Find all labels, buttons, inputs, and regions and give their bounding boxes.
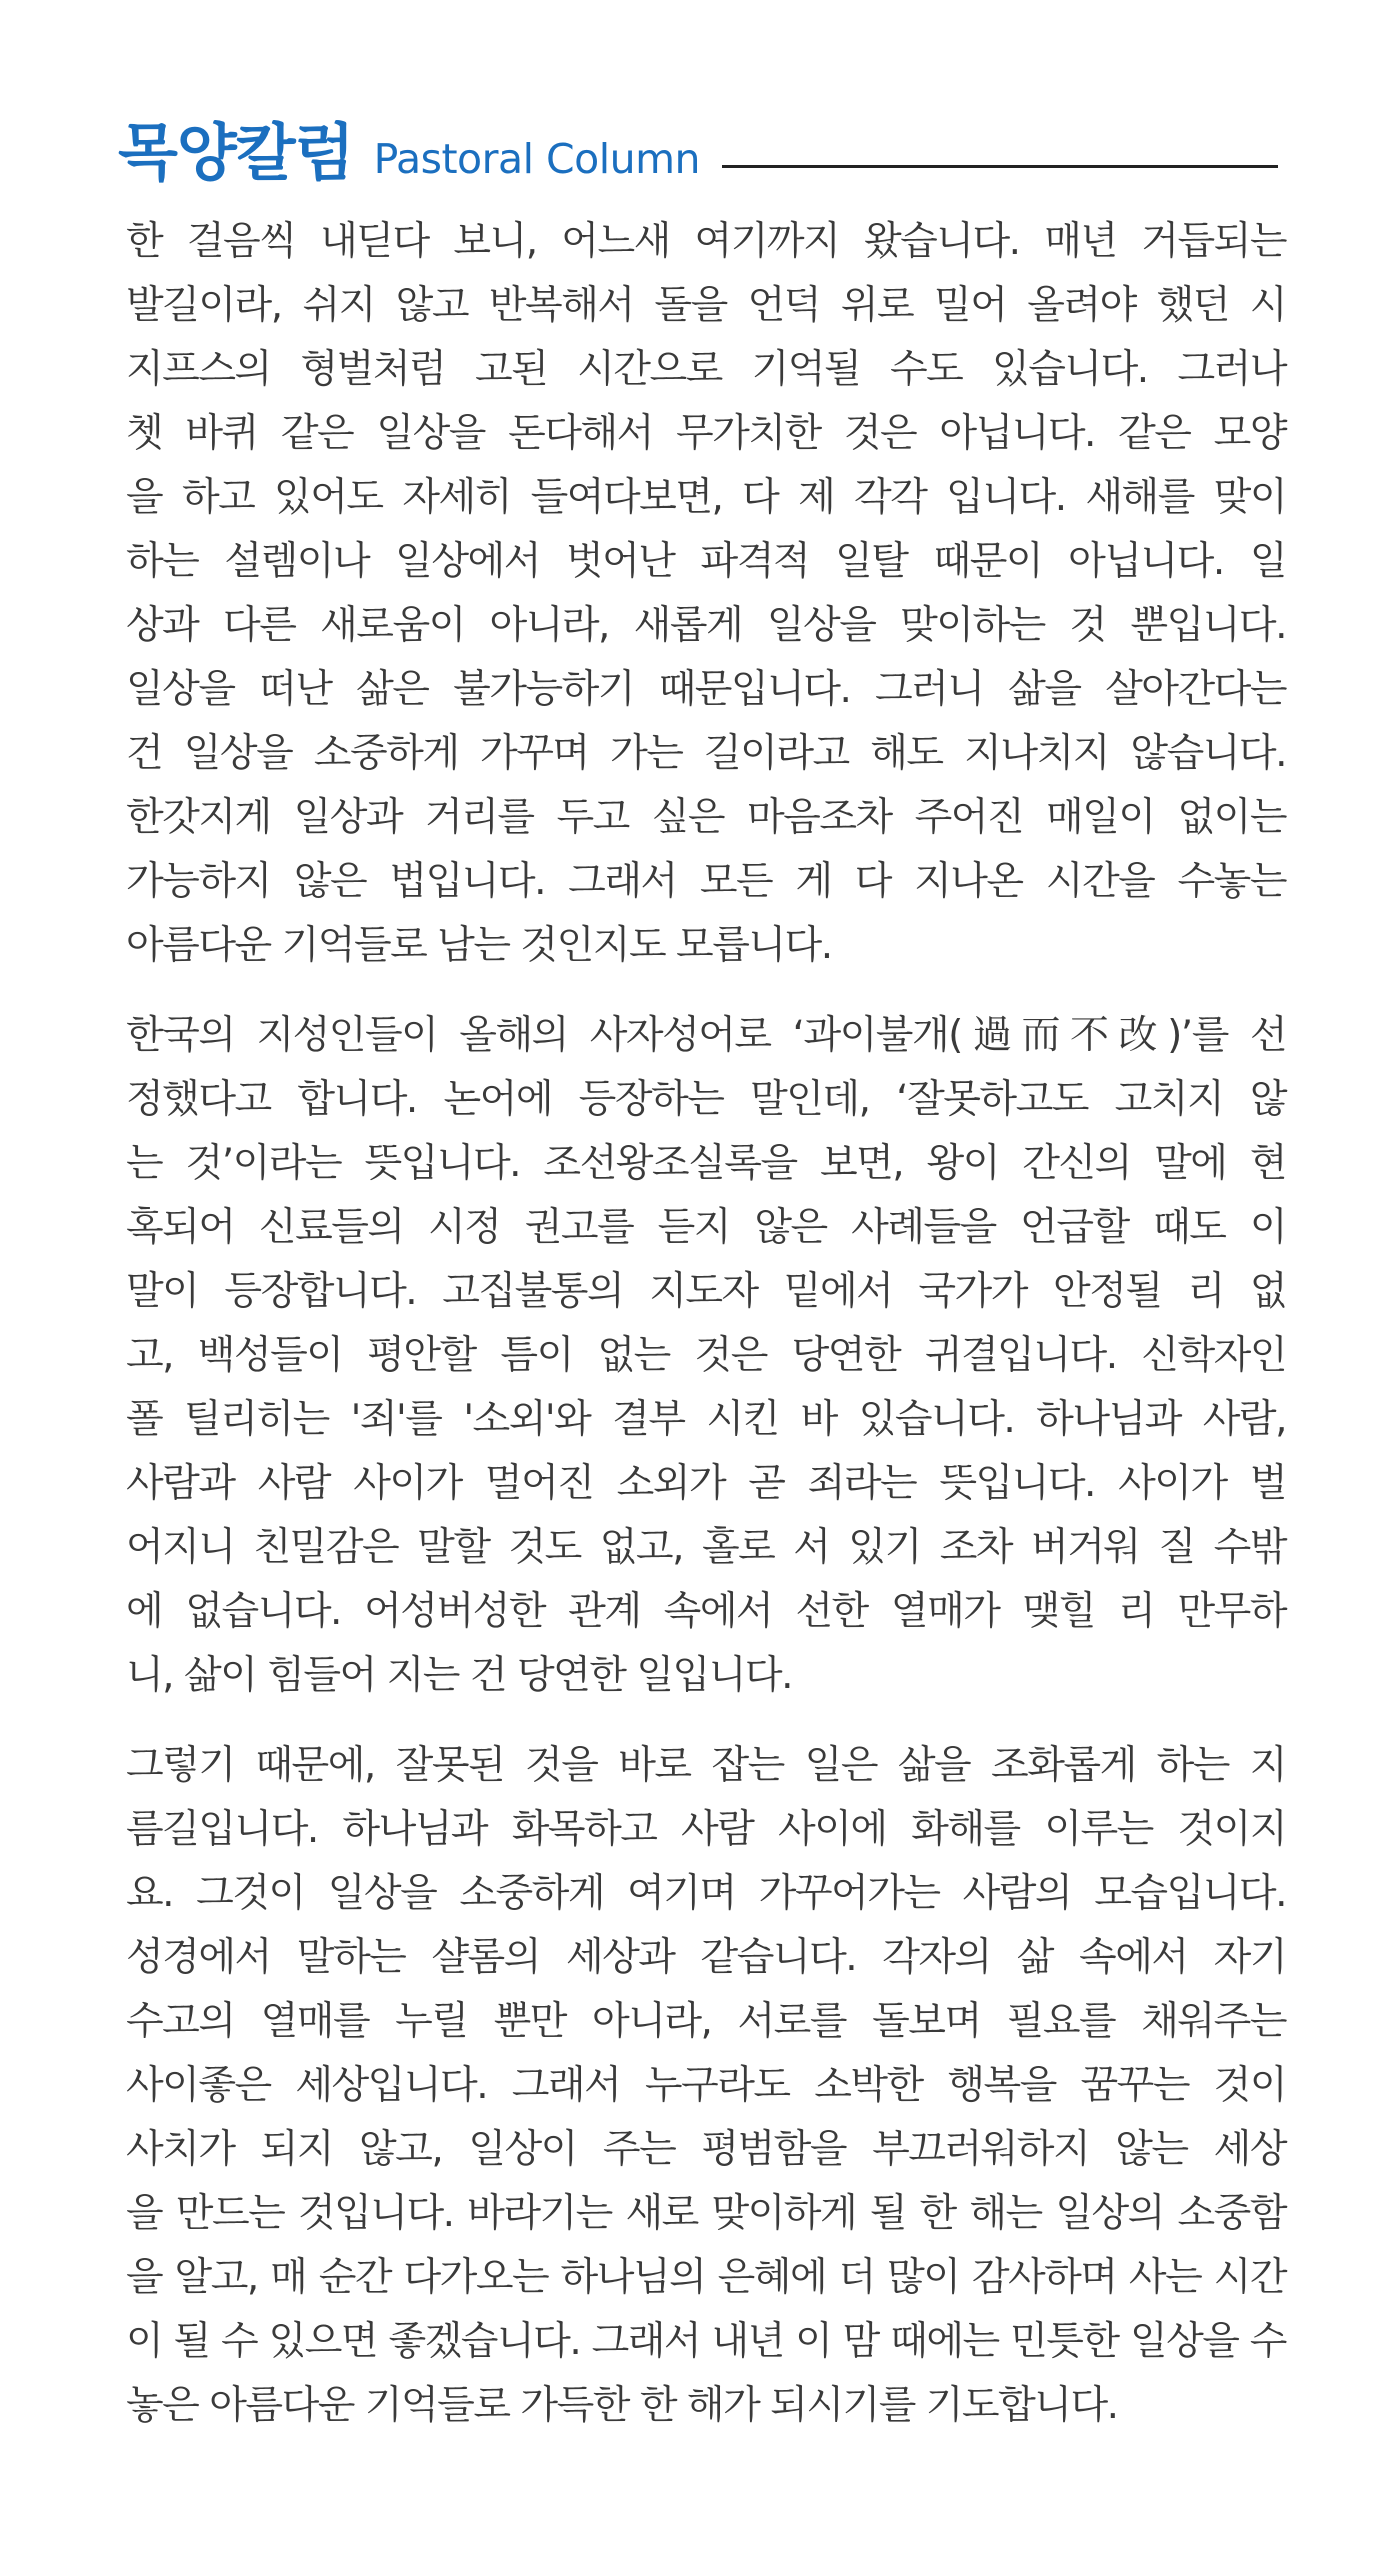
paragraph xyxy=(126,1004,1286,1708)
column-title-korean: 목양칼럼 xyxy=(118,116,354,189)
column-header xyxy=(118,108,1278,188)
text-line: 아름다운 기억들로 남는 것인지도 모릅니다. xyxy=(126,923,832,968)
text-line: 어지니 친밀감은 말할 것도 없고, 홀로 서 있기 조차 버거워 질 수밖 xyxy=(126,1525,1286,1570)
text-line: 건 일상을 소중하게 가꾸며 가는 길이라고 해도 지나치지 않습니다. xyxy=(126,731,1286,776)
text-line: 고, 백성들이 평안할 틈이 없는 것은 당연한 귀결입니다. 신학자인 xyxy=(126,1333,1286,1378)
text-line: 름길입니다. 하나님과 화목하고 사람 사이에 화해를 이루는 것이지 xyxy=(126,1807,1286,1852)
text-line: 을 알고, 매 순간 다가오는 하나님의 은혜에 더 많이 감사하며 사는 시간 xyxy=(126,2255,1286,2300)
text-line: 사치가 되지 않고, 일상이 주는 평범함을 부끄러워하지 않는 세상 xyxy=(126,2127,1286,2172)
text-line: 그렇기 때문에, 잘못된 것을 바로 잡는 일은 삶을 조화롭게 하는 지 xyxy=(126,1743,1286,1788)
text-line: 요. 그것이 일상을 소중하게 여기며 가꾸어가는 사람의 모습입니다. xyxy=(126,1871,1286,1916)
text-line: 지프스의 형벌처럼 고된 시간으로 기억될 수도 있습니다. 그러나 xyxy=(126,347,1286,392)
text-line: 상과 다른 새로움이 아니라, 새롭게 일상을 맞이하는 것 뿐입니다. xyxy=(126,603,1286,648)
text-line: 사이좋은 세상입니다. 그래서 누구라도 소박한 행복을 꿈꾸는 것이 xyxy=(126,2063,1286,2108)
text-line: 발길이라, 쉬지 않고 반복해서 돌을 언덕 위로 밀어 올려야 했던 시 xyxy=(126,283,1286,328)
text-line: 말이 등장합니다. 고집불통의 지도자 밑에서 국가가 안정될 리 없 xyxy=(126,1269,1286,1314)
text-line: 는 것’이라는 뜻입니다. 조선왕조실록을 보면, 왕이 간신의 말에 현 xyxy=(126,1141,1286,1186)
text-line: 니, 삶이 힘들어 지는 건 당연한 일입니다. xyxy=(126,1653,792,1698)
text-line: 을 만드는 것입니다. 바라기는 새로 맞이하게 될 한 해는 일상의 소중함 xyxy=(126,2191,1286,2236)
text-line: 정했다고 합니다. 논어에 등장하는 말인데, ‘잘못하고도 고치지 않 xyxy=(126,1077,1286,1122)
text-line: 혹되어 신료들의 시정 권고를 듣지 않은 사례들을 언급할 때도 이 xyxy=(126,1205,1286,1250)
text-line: 일상을 떠난 삶은 불가능하기 때문입니다. 그러니 삶을 살아간다는 xyxy=(126,667,1286,712)
text-line: 에 없습니다. 어성버성한 관계 속에서 선한 열매가 맺힐 리 만무하 xyxy=(126,1589,1286,1634)
text-line: 한국의 지성인들이 올해의 사자성어로 ‘과이불개(過而不改)’를 선 xyxy=(126,1013,1286,1058)
text-line: 폴 틸리히는 '죄'를 '소외'와 결부 시킨 바 있습니다. 하나님과 사람, xyxy=(126,1397,1286,1442)
column-body xyxy=(126,210,1286,2464)
header-divider xyxy=(722,165,1278,168)
text-line: 가능하지 않은 법입니다. 그래서 모든 게 다 지나온 시간을 수놓는 xyxy=(126,859,1286,904)
paragraph xyxy=(126,1734,1286,2438)
text-line: 성경에서 말하는 샬롬의 세상과 같습니다. 각자의 삶 속에서 자기 xyxy=(126,1935,1286,1980)
text-line: 을 하고 있어도 자세히 들여다보면, 다 제 각각 입니다. 새해를 맞이 xyxy=(126,475,1286,520)
text-line: 놓은 아름다운 기억들로 가득한 한 해가 되시기를 기도합니다. xyxy=(126,2383,1118,2428)
text-line: 한 걸음씩 내딛다 보니, 어느새 여기까지 왔습니다. 매년 거듭되는 xyxy=(126,219,1286,264)
text-line: 수고의 열매를 누릴 뿐만 아니라, 서로를 돌보며 필요를 채워주는 xyxy=(126,1999,1286,2044)
column-title-english: Pastoral Column xyxy=(373,135,701,183)
text-line: 하는 설렘이나 일상에서 벗어난 파격적 일탈 때문이 아닙니다. 일 xyxy=(126,539,1286,584)
text-line: 한갓지게 일상과 거리를 두고 싶은 마음조차 주어진 매일이 없이는 xyxy=(126,795,1286,840)
paragraph xyxy=(126,210,1286,978)
text-line: 이 될 수 있으면 좋겠습니다. 그래서 내년 이 맘 때에는 민틋한 일상을 수 xyxy=(126,2319,1286,2364)
text-line: 사람과 사람 사이가 멀어진 소외가 곧 죄라는 뜻입니다. 사이가 벌 xyxy=(126,1461,1286,1506)
text-line: 쳇 바퀴 같은 일상을 돈다해서 무가치한 것은 아닙니다. 같은 모양 xyxy=(126,411,1286,456)
